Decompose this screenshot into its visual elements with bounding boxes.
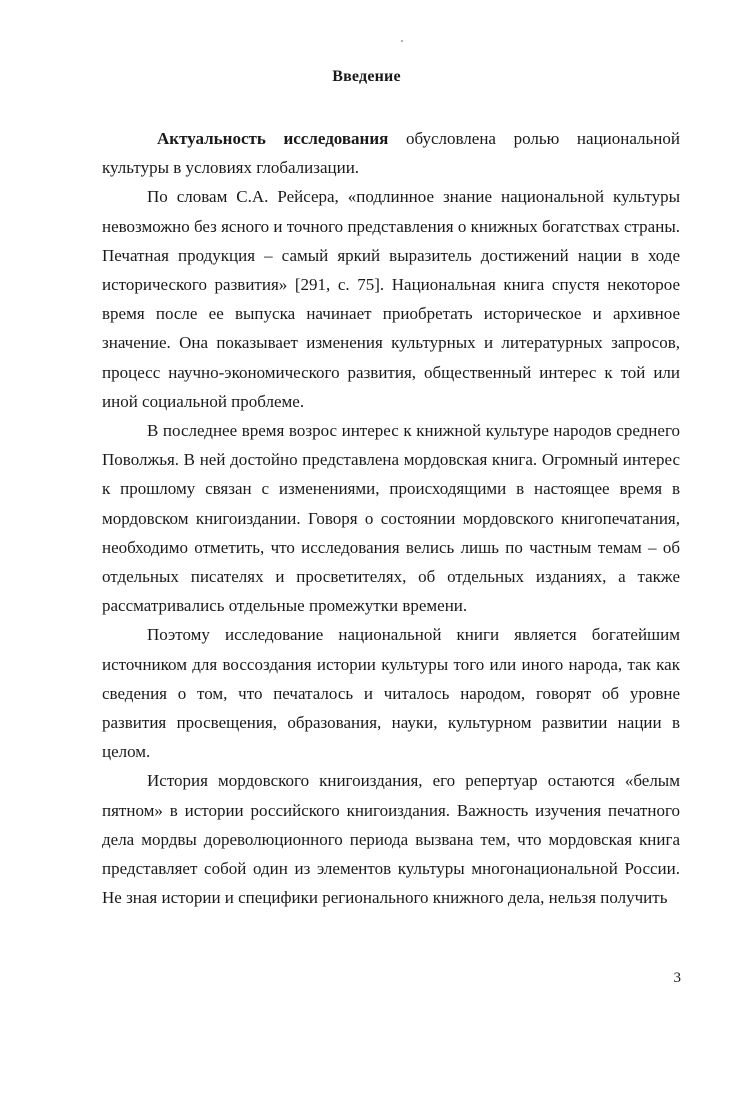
paragraph-volga-interest: В последнее время возрос интерес к книжной культуре народов среднего Поволжья. В ней достойно представлена мордовская книга. Огромный интерес к прошлому связан с изменениями, происходящими в настоящее время в мордовском книгоиздании. Говоря о состоянии мордовского книгопечатания, необходимо отметить, что исследования велись лишь по частным темам – об отдельных писателях и просветителях, об отдельных изданиях, а также рассматривались отдельные промежутки времени. xyxy=(102,421,680,616)
scan-artifact xyxy=(401,40,403,42)
paragraph-relevance xyxy=(102,124,680,182)
paragraph-national-book: Поэтому исследование национальной книги является богатейшим источником для воссоздания истории культуры того или иного народа, так как сведения о том, что печаталось и читалось народом, говорят об уровне развития просвещения, образования, науки, культурном развитии нации в целом. xyxy=(102,625,680,762)
paragraph-mordovian-history: История мордовского книгоиздания, его репертуар остаются «белым пятном» в истории российского книгоиздания. Важность изучения печатного дела мордвы дореволюционного периода вызвана тем, что мордовская книга представляет собой один из элементов культуры многонациональной России. Не зная истории и специфики регионального книжного дела, нельзя получить xyxy=(102,771,680,908)
page-number: 3 xyxy=(673,970,681,986)
body-text xyxy=(102,124,680,912)
section-title: Введение xyxy=(332,68,401,85)
relevance-lead: Актуальность исследования xyxy=(157,129,389,148)
paragraph-text: обусловлена ролью национальной культуры в условиях глобализации. xyxy=(102,129,680,178)
paragraph-reiser-quote: По словам С.А. Рейсера, «подлинное знание национальной культуры невозможно без ясного и точного представления о книжных богатствах страны. Печатная продукция – самый яркий выразитель достижений нации в ходе исторического развития» [291, с. 75]. Национальная книга спустя некоторое время после ее выпуска начинает приобретать историческое и архивное значение. Она показывает изменения культурных и литературных запросов, процесс научно-экономического развития, общественный интерес к той или иной социальной проблеме. xyxy=(102,187,680,411)
